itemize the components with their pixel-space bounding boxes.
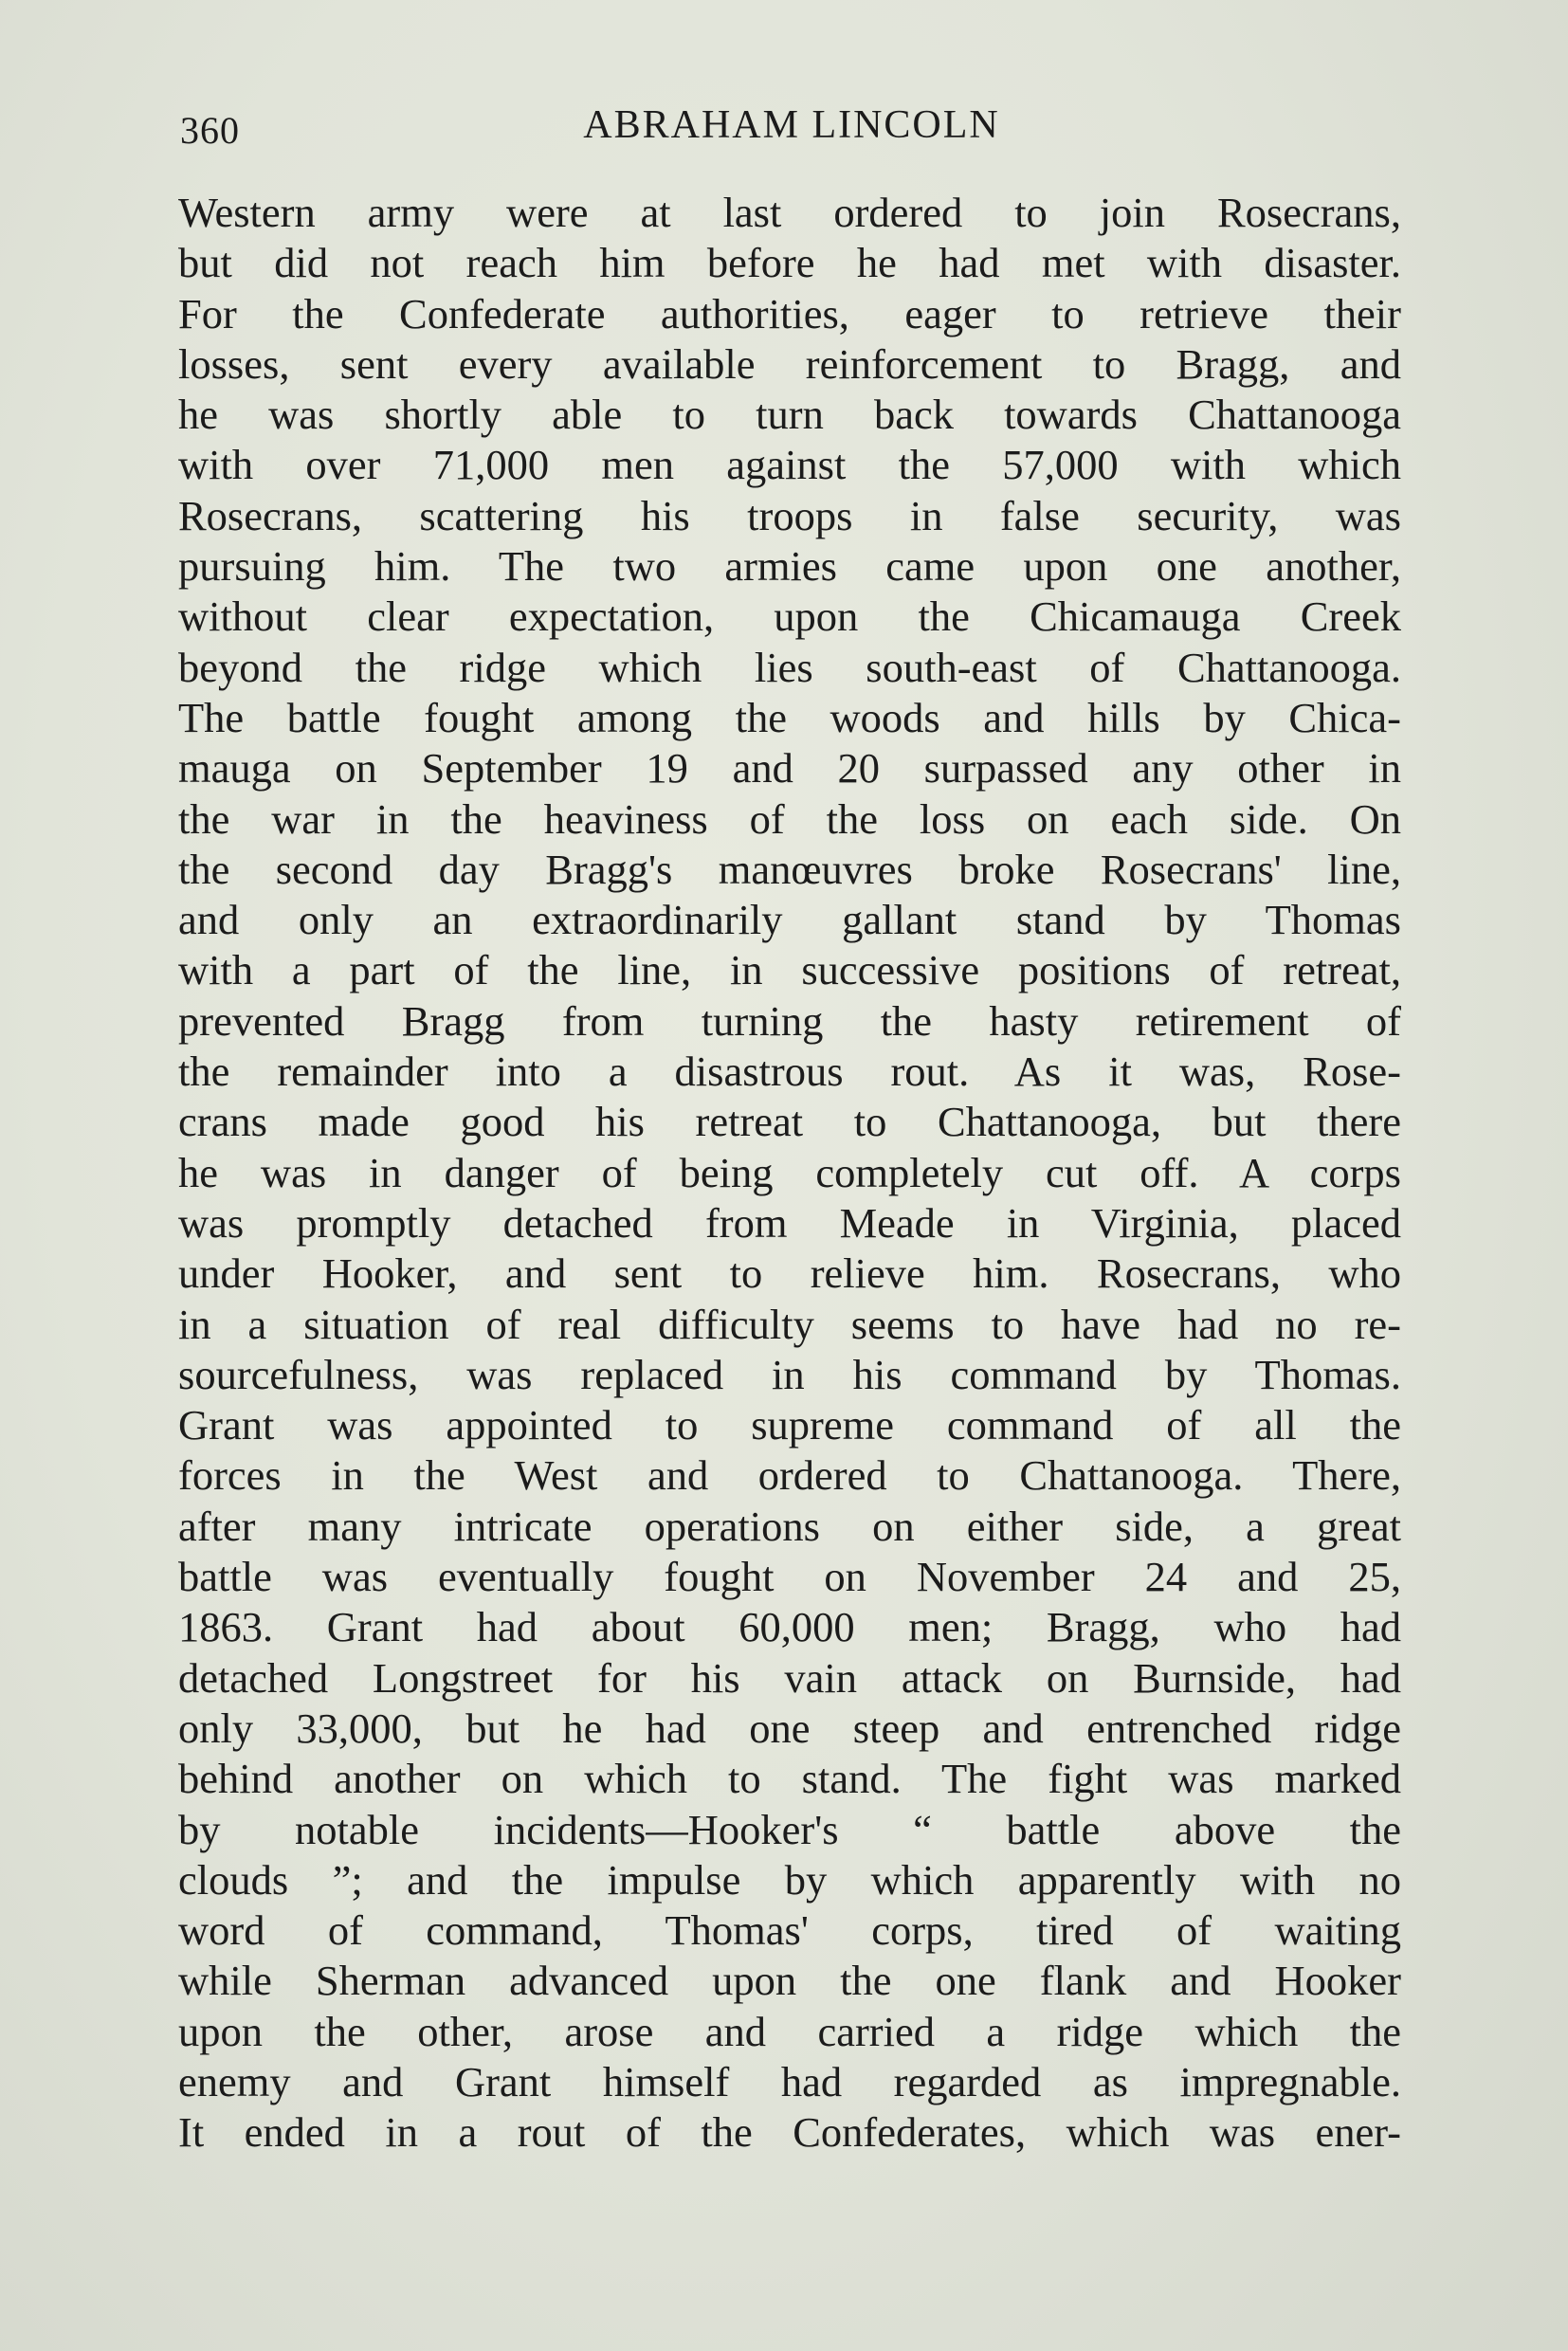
page-number: 360 [180,109,240,152]
text-line: in a situation of real difficulty seems to have had no re- [178,1300,1401,1348]
text-line: the war in the heaviness of the loss on each side. On [178,794,1401,843]
text-line: clouds ”; and the impulse by which apparently with no [178,1855,1401,1904]
text-line: battle was eventually fought on November 24 and 25, [178,1553,1401,1601]
text-line: forces in the West and ordered to Chattanooga. There, [178,1451,1401,1500]
text-line: 1863. Grant had about 60,000 men; Bragg, who had [178,1603,1401,1651]
text-line: losses, sent every available reinforcement to Bragg, and [178,339,1401,388]
body-text [178,188,1401,2159]
text-line: mauga on September 19 and 20 surpassed any other in [178,744,1401,793]
text-line: the second day Bragg's manœuvres broke Rosecrans' line, [178,845,1401,893]
running-head [180,102,1403,159]
text-line: behind another on which to stand. The fight was marked [178,1755,1401,1803]
text-line: detached Longstreet for his vain attack on Burnside, had [178,1653,1401,1702]
text-line: without clear expectation, upon the Chicamauga Creek [178,592,1401,641]
text-line: word of command, Thomas' corps, tired of waiting [178,1906,1401,1955]
text-line: only 33,000, but he had one steep and entrenched ridge [178,1704,1401,1752]
text-line: by notable incidents—Hooker's “ battle above the [178,1805,1401,1853]
text-line: but did not reach him before he had met with disaster. [178,239,1401,287]
text-line: upon the other, arose and carried a ridge which the [178,2007,1401,2055]
text-line: sourcefulness, was replaced in his command by Thomas. [178,1350,1401,1398]
text-line: he was shortly able to turn back towards Chattanooga [178,391,1401,439]
text-line: prevented Bragg from turning the hasty retirement of [178,996,1401,1045]
text-line: The battle fought among the woods and hills by Chica- [178,693,1401,741]
text-line: enemy and Grant himself had regarded as impregnable. [178,2057,1401,2105]
text-line: was promptly detached from Meade in Virginia, placed [178,1198,1401,1247]
text-line: It ended in a rout of the Confederates, which was ener- [178,2108,1401,2157]
text-line: For the Confederate authorities, eager to retrieve their [178,289,1401,337]
text-line: beyond the ridge which lies south-east of Chattanooga. [178,643,1401,691]
text-line: pursuing him. The two armies came upon one another, [178,542,1401,591]
text-line: Grant was appointed to supreme command of all the [178,1401,1401,1449]
running-title: ABRAHAM LINCOLN [583,103,1000,147]
text-line: crans made good his retreat to Chattanooga, but there [178,1098,1401,1146]
text-line: while Sherman advanced upon the one flank and Hooker [178,1957,1401,2005]
text-line: he was in danger of being completely cut off. A corps [178,1148,1401,1196]
text-line: and only an extraordinarily gallant stand by Thomas [178,896,1401,944]
text-line: Western army were at last ordered to join Rosecrans, [178,189,1401,236]
text-line: the remainder into a disastrous rout. As it was, Rose- [178,1048,1401,1096]
text-line: with a part of the line, in successive positions of retreat, [178,946,1401,994]
text-line: under Hooker, and sent to relieve him. Rosecrans, who [178,1249,1401,1298]
text-line: Rosecrans, scattering his troops in false security, was [178,491,1401,539]
text-line: with over 71,000 men against the 57,000 with which [178,441,1401,489]
text-line: after many intricate operations on either side, a great [178,1502,1401,1550]
